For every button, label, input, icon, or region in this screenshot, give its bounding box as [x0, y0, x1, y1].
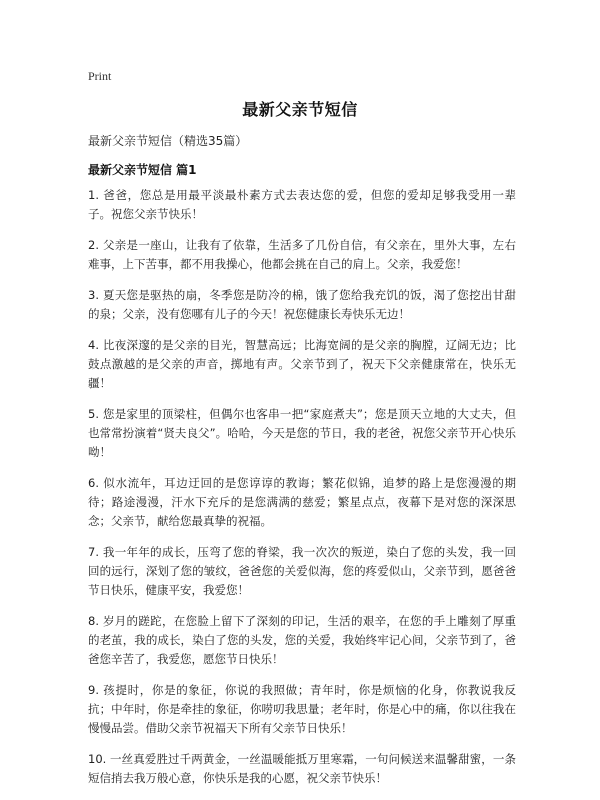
- message-list: [88, 186, 516, 800]
- message-item-3: 3. 夏天您是驱热的扇，冬季您是防冷的棉，饿了您给我充饥的饭，渴了您挖出甘甜的泉；父亲，没有您哪有儿子的今天！祝您健康长寿快乐无边！: [88, 288, 516, 321]
- message-item-9: 9. 孩提时，你是的象征，你说的我照做；青年时，你是烦恼的化身，你教说我反抗；中年时，你是牵挂的象征，你唠叨我思量；老年时，你是心中的痛，你以往我在慢慢品尝。借助父亲节祝福天下所有父亲节日快乐！: [88, 683, 516, 735]
- message-item-10: 10. 一丝真爱胜过千两黄金，一丝温暖能抵万里寒霜，一句问候送来温馨甜蜜，一条短信捎去我万般心意，你快乐是我的心愿，祝父亲节快乐！: [88, 752, 516, 785]
- message-item-6: 6. 似水流年，耳边迂回的是您谆谆的教诲；繁花似锦，追梦的路上是您漫漫的期待；路途漫漫，汗水下充斥的是您满满的慈爱；繁星点点，夜幕下是对您的深深思念；父亲节，献给您最真挚的祝福。: [88, 476, 516, 528]
- section-heading: 最新父亲节短信 篇1: [88, 163, 197, 177]
- message-item-5: 5. 您是家里的顶梁柱，但偶尔也客串一把“家庭煮夫”；您是顶天立地的大丈夫，但也常常扮演着“贤夫良父”。哈哈，今天是您的节日，我的老爸，祝您父亲节开心快乐呦！: [88, 407, 516, 459]
- message-item-2: 2. 父亲是一座山，让我有了依靠，生活多了几份自信，有父亲在，里外大事，左右难事，上下苦事，都不用我操心，他都会挑在自己的肩上。父亲，我爱您！: [88, 238, 516, 271]
- message-item-8: 8. 岁月的蹉跎，在您脸上留下了深刻的印记，生活的艰辛，在您的手上雕刻了厚重的老茧，我的成长，染白了您的头发，您的关爱，我始终牢记心间，父亲节到了，爸爸您辛苦了，我爱您，愿您节日快乐！: [88, 614, 516, 666]
- message-item-7: 7. 我一年年的成长，压弯了您的脊梁，我一次次的叛逆，染白了您的头发，我一回回的远行，深划了您的皱纹，爸爸您的关爱似海，您的疼爱似山，父亲节到，愿爸爸节日快乐，健康平安，我爱您！: [88, 545, 516, 597]
- message-item-4: 4. 比夜深邃的是父亲的目光，智慧高远；比海宽阔的是父亲的胸膛，辽阔无边；比鼓点激越的是父亲的声音，掷地有声。父亲节到了，祝天下父亲健康常在，快乐无疆！: [88, 338, 516, 390]
- document-subtitle: 最新父亲节短信（精选35篇）: [88, 134, 248, 148]
- print-label[interactable]: Print: [88, 69, 112, 83]
- page-title: 最新父亲节短信: [242, 100, 358, 119]
- message-item-1: 1. 爸爸，您总是用最平淡最朴素方式去表达您的爱，但您的爱却足够我受用一辈子。祝您父亲节快乐！: [88, 188, 516, 221]
